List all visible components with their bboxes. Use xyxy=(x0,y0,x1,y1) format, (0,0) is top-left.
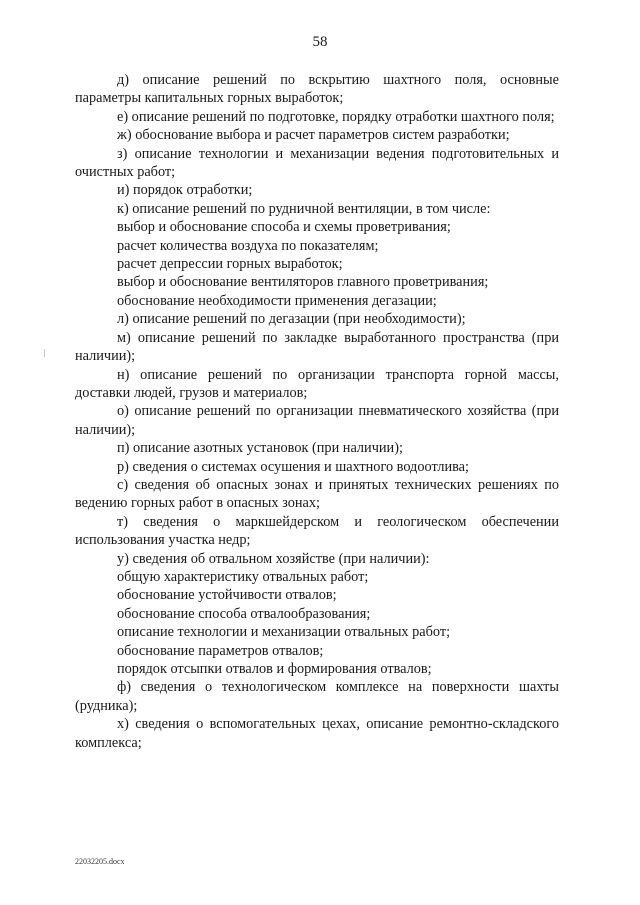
sub-item-u-6: порядок отсыпки отвалов и формирования отвалов; xyxy=(117,661,432,677)
list-item-k: к) описание решений по рудничной вентиляции, в том числе: xyxy=(117,200,491,217)
list-item-r: р) сведения о системах осушения и шахтного водоотлива; xyxy=(117,458,469,475)
list-item-d: д) описание решений по вскрытию шахтного поля, основные параметры капитальных горных выработок; xyxy=(75,72,559,107)
margin-mark xyxy=(44,349,45,357)
sub-item-u-1: общую характеристику отвальных работ; xyxy=(117,568,369,585)
sub-item-u-2: обоснование устойчивости отвалов; xyxy=(117,587,337,604)
list-item-l: л) описание решений по дегазации (при необходимости); xyxy=(117,311,466,328)
sub-item-k-3: расчет депрессии горных выработок; xyxy=(117,256,343,273)
list-item-t: т) сведения о маркшейдерском и геологическом обеспечении использования участка недр; xyxy=(75,513,559,549)
list-item-kh: х) сведения о вспомогательных цехах, описание ремонтно-складского комплекса; xyxy=(75,716,559,751)
list-item-n: н) описание решений по организации транспорта горной массы, доставки людей, грузов и материалов; xyxy=(75,366,559,401)
sub-item-u-3: обоснование способа отвалообразования; xyxy=(117,605,371,622)
list-item-o: о) описание решений по организации пневматического хозяйства (при наличии); xyxy=(75,403,559,438)
sub-item-u-4: описание технологии и механизации отвальных работ; xyxy=(117,624,451,641)
sub-item-u-5: обоснование параметров отвалов; xyxy=(117,642,324,659)
list-item-i: и) порядок отработки; xyxy=(117,182,253,199)
list-item-z: з) описание технологии и механизации ведения подготовительных и очистных работ; xyxy=(75,145,559,181)
footer-filename: 22032205.docx xyxy=(75,857,125,866)
list-item-e: е) описание решений по подготовке, порядку отработки шахтного поля; xyxy=(117,108,555,125)
sub-item-k-5: обоснование необходимости применения дегазации; xyxy=(117,292,437,309)
list-item-p: п) описание азотных установок (при наличии); xyxy=(117,440,403,457)
list-item-m: м) описание решений по закладке выработанного пространства (при наличии); xyxy=(75,329,559,365)
list-item-s: с) сведения об опасных зонах и принятых технических решениях по ведению горных работ в опасных зонах; xyxy=(75,476,559,512)
list-item-f: ф) сведения о технологическом комплексе на поверхности шахты (рудника); xyxy=(75,679,559,714)
document-body xyxy=(75,71,559,752)
page-number: 58 xyxy=(312,34,328,50)
sub-item-k-2: расчет количества воздуха по показателям; xyxy=(117,237,379,254)
sub-item-k-4: выбор и обоснование вентиляторов главного проветривания; xyxy=(117,274,489,291)
list-item-u: у) сведения об отвальном хозяйстве (при наличии): xyxy=(117,550,430,567)
list-item-zh: ж) обоснование выбора и расчет параметров систем разработки; xyxy=(117,127,510,144)
sub-item-k-1: выбор и обоснование способа и схемы проветривания; xyxy=(117,219,451,236)
